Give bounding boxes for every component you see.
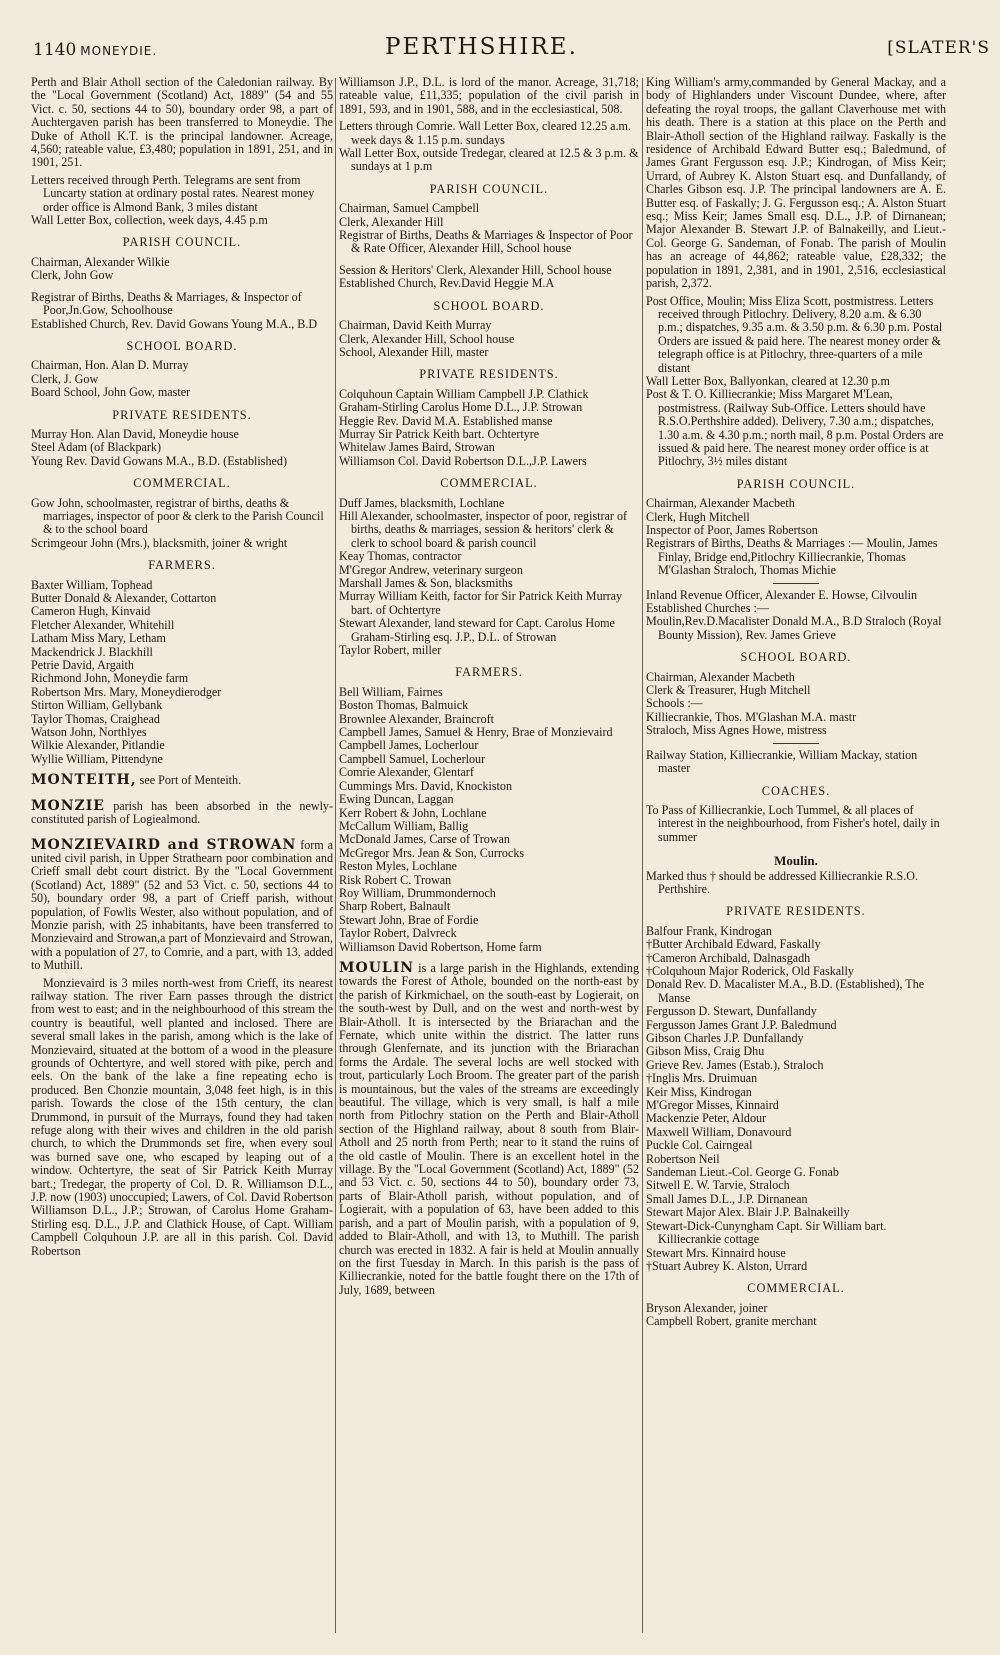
directory-entry: Stewart-Dick-Cunyngham Capt. Sir William bart. Killiecrankie cottage bbox=[646, 1218, 887, 1247]
directory-entry: To Pass of Killiecrankie, Loch Tummel, & all places of interest in the neighbourhood, from Fisher's hotel, daily in summer bbox=[646, 802, 940, 844]
directory-entry: Ewing Duncan, Laggan bbox=[339, 792, 454, 807]
directory-entry: Schools :— bbox=[646, 696, 703, 711]
directory-entry: Maxwell William, Donavourd bbox=[646, 1124, 792, 1139]
place-description: parish has been absorbed in the newly-constituted parish of Logiealmond. bbox=[31, 798, 333, 827]
directory-entry: M'Gregor Misses, Kinnaird bbox=[646, 1098, 779, 1113]
directory-entry: Established Church, Rev. David Gowans Young M.A., B.D bbox=[31, 316, 318, 331]
directory-entry: †Stuart Aubrey K. Alston, Urrard bbox=[646, 1258, 808, 1273]
directory-entry: Wall Letter Box, outside Tredegar, cleared at 12.5 & 3 p.m. & sundays at 1 p.m bbox=[339, 146, 639, 174]
directory-entry: Campbell James, Locherlour bbox=[339, 738, 479, 753]
section-heading: COMMERCIAL. bbox=[747, 1281, 845, 1296]
directory-entry: Boston Thomas, Balmuick bbox=[339, 698, 469, 713]
directory-entry: McGregor Mrs. Jean & Son, Currocks bbox=[339, 845, 525, 860]
directory-entry: Sitwell E. W. Tarvie, Straloch bbox=[646, 1178, 790, 1193]
place-entry bbox=[31, 797, 333, 827]
directory-entry: Wall Letter Box, Ballyonkan, cleared at 12.30 p.m bbox=[646, 373, 890, 388]
section-heading: SCHOOL BOARD. bbox=[126, 338, 238, 353]
section-rule bbox=[773, 743, 819, 744]
directory-entry: Keir Miss, Kindrogan bbox=[646, 1084, 752, 1099]
directory-entry: Grieve Rev. James (Estab.), Straloch bbox=[646, 1057, 824, 1072]
directory-entry: †Colquhoun Major Roderick, Old Faskally bbox=[646, 963, 854, 978]
directory-entry: Robertson Neil bbox=[646, 1151, 720, 1166]
directory-entry: Roy William, Drummondernoch bbox=[339, 885, 496, 900]
directory-entry: Mackendrick J. Blackhill bbox=[31, 644, 153, 659]
directory-entry: Reston Myles, Lochlane bbox=[339, 859, 457, 874]
directory-entry: Kerr Robert & John, Lochlane bbox=[339, 805, 487, 820]
directory-entry: Campbell Samuel, Locherlour bbox=[339, 751, 486, 766]
directory-entry: Letters through Comrie. Wall Letter Box, cleared 12.25 a.m. week days & 1.15 p.m. sundays bbox=[339, 119, 631, 147]
directory-entry: Murray Hon. Alan David, Moneydie house bbox=[31, 426, 239, 441]
directory-entry: Balfour Frank, Kindrogan bbox=[646, 923, 772, 938]
place-name: MONTEITH, bbox=[31, 772, 137, 789]
paragraph: King William's army,commanded by General Mackay, and a body of Highlanders under Viscount Dundee, where, after defeating the royal troops, the gallant Claverhouse met with his death. There is a station at this place on the Perth and Blair-Atholl section of the Highland railway. Faskally is the residence of Archibald Edward Butter esq.; Baledmund, of James Grant Fergusson esq. J.P.; Kindrogan, of Miss Keir; Urrard, of Aubrey K. Alston Stuart esq. and Dunfallandy, of Charles Gibson esq. J.P. The principal landowners are A. E. Butter esq. of Faskally; J. G. Fergusson esq.; A. Alston Stuart esq.; Miss Keir; James Small esq. D.L., J.P. of Dirnanean; Major Alexander B. Stewart J.P. of Balnakeilly, and Lieut.-Col. George G. Sandeman, of Fonab. The parish of Moulin has an acreage of 44,862; rateable value, £28,332; the population in 1891, 2,381, and in 1901, 2,516, ecclesiastical parish, 2,372. bbox=[646, 76, 946, 291]
directory-entry: Taylor Robert, miller bbox=[339, 643, 442, 658]
directory-entry: Moulin,Rev.D.Macalister Donald M.A., B.D Straloch (Royal Bounty Mission), Rev. James Grieve bbox=[646, 614, 942, 642]
section-heading: PRIVATE RESIDENTS. bbox=[419, 367, 559, 382]
place-entry bbox=[31, 836, 333, 973]
directory-entry: Clerk & Treasurer, Hugh Mitchell bbox=[646, 683, 811, 698]
column-divider bbox=[335, 78, 336, 1633]
directory-entry: Colquhoun Captain William Campbell J.P. Clathick bbox=[339, 386, 589, 401]
directory-entry: McDonald James, Carse of Trowan bbox=[339, 832, 510, 847]
directory-entry: Young Rev. David Gowans M.A., B.D. (Established) bbox=[31, 453, 287, 468]
directory-entry: Puckle Col. Cairngeal bbox=[646, 1138, 753, 1153]
directory-entry: M'Gregor Andrew, veterinary surgeon bbox=[339, 562, 523, 577]
directory-entry: Clerk, John Gow bbox=[31, 268, 114, 283]
directory-entry: McCallum William, Ballig bbox=[339, 818, 469, 833]
directory-entry: Stewart John, Brae of Fordie bbox=[339, 912, 479, 927]
place-description: is a large parish in the Highlands, extending towards the Forest of Athole, bounded on the north-east by the parish of Kirkmichael, on the south-east by Logierait, on the south-west by Dull, and on the west and north-west by Blair-Atholl. It is intersected by the Briarachan and the Fernate, which unite within the district. The latter runs through Glenfernate, and its junction with the Briarachan forms the Ardale. The several lochs are well stocked with trout, particularly Loch Broom. The greater part of the parish is mountainous, but the vales of the streams are exceedingly beautiful. The village, which is very small, is half a mile north from Pitlochry station on the Perth and Blair-Atholl section of the Highland railway, about 8 south from Blair-Atholl and 25 north from Perth; near to it stand the ruins of the old castle of Moulin. There is an excellent hotel in the village. By the "Local Government (Scotland) Act, 1889" (52 and 53 Vict. c. 50, sections 44 to 50), boundary order 73, parts of Blair-Atholl parish, without population, and of Logierait, with a population of 63, have been added to this parish, and a part of Moulin parish, with a population of 9, added to Blair-Atholl, and with 13, to Muthill. The parish church was erected in 1832. A fair is held at Moulin annually on the first Tuesday in March. In this parish is the pass of Killiecrankie, noted for the battle fought there on the 17th of July, 1689, between bbox=[339, 960, 639, 1297]
directory-entry: Donald Rev. D. Macalister M.A., B.D. (Established), The Manse bbox=[646, 977, 925, 1005]
section-rule bbox=[773, 583, 819, 584]
page-title: PERTHSHIRE. bbox=[385, 34, 578, 60]
directory-entry: Chairman, Alexander Macbeth bbox=[646, 496, 795, 511]
section-heading: SCHOOL BOARD. bbox=[433, 298, 545, 313]
directory-entry: Stewart Mrs. Kinnaird house bbox=[646, 1245, 786, 1260]
section-heading: PRIVATE RESIDENTS. bbox=[726, 904, 866, 919]
directory-entry: Cummings Mrs. David, Knockiston bbox=[339, 778, 513, 793]
directory-entry: Cameron Hugh, Kinvaid bbox=[31, 604, 151, 619]
directory-entry: Established Churches :— bbox=[646, 601, 769, 616]
column-3 bbox=[646, 76, 946, 1641]
section-heading: SCHOOL BOARD. bbox=[740, 650, 852, 665]
directory-entry: Hill Alexander, schoolmaster, inspector of poor, registrar of births, deaths & marriages, session & heritors' clerk & clerk to school board & parish council bbox=[339, 508, 628, 550]
directory-entry: Baxter William, Tophead bbox=[31, 577, 153, 592]
directory-entry: Killiecrankie, Thos. M'Glashan M.A. mastr bbox=[646, 709, 857, 724]
directory-entry: Gibson Miss, Craig Dhu bbox=[646, 1044, 765, 1059]
section-heading: COMMERCIAL. bbox=[440, 476, 538, 491]
paragraph: Williamson J.P., D.L. is lord of the manor. Acreage, 31,718; rateable value, £11,335; population of the civil parish in 1891, 593, and in 1901, 588, and in the ecclesiastical, 508. bbox=[339, 76, 639, 116]
page-header-left bbox=[33, 40, 157, 76]
directory-entry: Stirton William, Gellybank bbox=[31, 698, 163, 713]
directory-entry: Clerk, J. Gow bbox=[31, 371, 99, 386]
directory-entry: Bryson Alexander, joiner bbox=[646, 1300, 768, 1315]
place-description: see Port of Menteith. bbox=[136, 773, 242, 788]
directory-entry: Post & T. O. Killiecrankie; Miss Margaret M'Lean, postmistress. (Railway Sub-Office. Letters should have R.S.O.Perthshire added). Delivery, 7.30 a.m.; dispatches, 1.30 a.m. & 4.30 p.m.; north mail, 8 p.m. Postal Orders are issued & paid here. The nearest money order office is at Pitlochry, 3½ miles distant bbox=[646, 387, 944, 469]
directory-entry: Campbell Robert, granite merchant bbox=[646, 1314, 817, 1329]
directory-entry: Registrars of Births, Deaths & Marriages :— Moulin, James Finlay, Bridge end,Pitlochry Killiecrankie, Thomas M'Glashan Straloch, Thomas Michie bbox=[646, 536, 938, 578]
section-heading: FARMERS. bbox=[148, 558, 216, 573]
directory-entry: Clerk, Alexander Hill, School house bbox=[339, 331, 515, 346]
directory-entry: Robertson Mrs. Mary, Moneydierodger bbox=[31, 684, 222, 699]
directory-entry: Registrar of Births, Deaths & Marriages, & Inspector of Poor,Jn.Gow, Schoolhouse bbox=[31, 289, 302, 318]
directory-entry: Wall Letter Box, collection, week days, 4.45 p.m bbox=[31, 213, 268, 228]
directory-entry: Stewart Major Alex. Blair J.P. Balnakeilly bbox=[646, 1205, 850, 1220]
directory-entry: Clerk, Hugh Mitchell bbox=[646, 509, 750, 524]
directory-entry: Chairman, Samuel Campbell bbox=[339, 201, 480, 216]
directory-entry: Richmond John, Moneydie farm bbox=[31, 671, 189, 686]
directory-entry: Fergusson D. Stewart, Dunfallandy bbox=[646, 1004, 817, 1019]
place-heading: Moulin. bbox=[774, 853, 818, 869]
directory-entry: Comrie Alexander, Glentarf bbox=[339, 765, 474, 780]
directory-entry: Latham Miss Mary, Letham bbox=[31, 631, 166, 646]
directory-entry: †Butter Archibald Edward, Faskally bbox=[646, 937, 821, 952]
directory-entry: Sharp Robert, Balnault bbox=[339, 899, 451, 914]
column-1 bbox=[31, 76, 333, 1641]
directory-entry: Taylor Robert, Dalvreck bbox=[339, 926, 457, 941]
directory-entry: School, Alexander Hill, master bbox=[339, 344, 489, 359]
section-heading: PARISH COUNCIL. bbox=[736, 476, 856, 491]
section-heading: FARMERS. bbox=[455, 665, 523, 680]
directory-entry: Wyllie William, Pittendyne bbox=[31, 751, 163, 766]
directory-entry: Risk Robert C. Trowan bbox=[339, 872, 452, 887]
directory-entry: Heggie Rev. David M.A. Established manse bbox=[339, 413, 553, 428]
section-heading: COACHES. bbox=[761, 783, 831, 798]
directory-entry: Murray Sir Patrick Keith bart. Ochtertyre bbox=[339, 426, 540, 441]
paragraph: Monzievaird is 3 miles north-west from Crieff, its nearest railway station. The river Earn passes through the district from west to east; and in the neighbourhood of this stream the country is beautiful, well planted and inclosed. There are several small lakes in the parish, among which is the lake of Monzievaird, situated at the bottom of a wood in the pleasure grounds of Ochtertyre, and well stored with pike, perch and eels. On the bank of the lake a fine repeating echo is produced. Ben Chonzie mountain, 3,048 feet high, is in this parish. Towards the close of the 15th century, the clan Drummond, in pursuit of the Murrays, found they had taken refuge along with their wives and children in the old parish church, to which the Drummonds set fire, when every soul was burned save one, who escaped by leaping out of a window. Ochtertyre, the seat of Sir Patrick Keith Murray bart.; Tredegar, the property of Col. D. R. Williamson D.L., J.P. now (1903) unoccupied; Lawers, of Col. David Robertson Williamson D.L., J.P.; Strowan, of Carolus Home Graham-Stirling esq. D.L., J.P. and Clathick House, of Capt. William Campbell Colquhoun J.P. are all in this parish. Col. David Robertson bbox=[31, 975, 333, 1258]
section-heading: COMMERCIAL. bbox=[133, 476, 231, 491]
directory-entry: Letters received through Perth. Telegrams are sent from Luncarty station at ordinary postal rates. Nearest money order office is Almond Bank, 3 miles distant bbox=[31, 172, 315, 214]
directory-entry: Session & Heritors' Clerk, Alexander Hill, School house bbox=[339, 262, 612, 277]
directory-entry: Small James D.L., J.P. Dirnanean bbox=[646, 1191, 808, 1206]
directory-entry: Butter Donald & Alexander, Cottarton bbox=[31, 591, 217, 605]
directory-entry: Williamson David Robertson, Home farm bbox=[339, 939, 542, 954]
section-heading: PARISH COUNCIL. bbox=[122, 235, 242, 250]
section-heading: PARISH COUNCIL. bbox=[429, 181, 549, 196]
directory-entry: Straloch, Miss Agnes Howe, mistress bbox=[646, 723, 827, 738]
directory-entry: Inland Revenue Officer, Alexander E. Howse, Cilvoulin bbox=[646, 587, 917, 602]
directory-entry: Gibson Charles J.P. Dunfallandy bbox=[646, 1031, 804, 1045]
place-description: form a united civil parish, in Upper Strathearn poor combination and Crieff small debt court district. By the "Local Government (Scotland) Act, 1889" (52 and 53 Vict. c. 50, sections 44 to 50), boundary order 98, a part of Crieff parish, without population, of Fowlis Wester, also without population, and of Monzie parish, with 25 inhabitants, have been transferred to Monzievaird and Strowan,a part of Monzievaird and Strowan, with a population of 27, to Comrie, and a part, with 13, added to Muthill. bbox=[31, 837, 333, 973]
running-head-place: MONEYDIE. bbox=[80, 44, 158, 58]
column-2 bbox=[339, 76, 639, 1641]
directory-entry: Marshall James & Son, blacksmiths bbox=[339, 576, 513, 590]
directory-entry: Brownlee Alexander, Braincroft bbox=[339, 711, 494, 726]
directory-entry: Williamson Col. David Robertson D.L.,J.P. Lawers bbox=[339, 453, 587, 468]
directory-entry: Chairman, Alexander Macbeth bbox=[646, 669, 795, 684]
directory-entry: Inspector of Poor, James Robertson bbox=[646, 523, 818, 537]
directory-entry: Stewart Alexander, land steward for Capt. Carolus Home Graham-Stirling esq. J.P., D.L. of Strowan bbox=[339, 616, 615, 644]
directory-entry: Railway Station, Killiecrankie, William Mackay, station master bbox=[646, 747, 918, 776]
directory-entry: Registrar of Births, Deaths & Marriages & Inspector of Poor & Rate Officer, Alexander Hill, School house bbox=[339, 228, 633, 256]
directory-entry: Fletcher Alexander, Whitehill bbox=[31, 617, 175, 632]
place-entry bbox=[339, 959, 639, 1297]
directory-entry: Graham-Stirling Carolus Home D.L., J.P. Strowan bbox=[339, 400, 583, 415]
column-divider bbox=[642, 78, 643, 1633]
directory-entry: Duff James, blacksmith, Lochlane bbox=[339, 495, 505, 510]
directory-entry: Sandeman Lieut.-Col. George G. Fonab bbox=[646, 1165, 839, 1180]
page-number: 1140 bbox=[33, 40, 77, 60]
directory-entry: Wilkie Alexander, Pitlandie bbox=[31, 738, 165, 753]
paragraph: Perth and Blair Atholl section of the Caledonian railway. By the "Local Government (Scotland) Act, 1889" (54 and 55 Vict. c. 50, sections 44 to 50), boundary order 98, a part of Auchtergaven parish has been transferred to Moneydie. The Duke of Atholl K.T. is the principal landowner. Acreage, 4,560; rateable value, £3,480; population in 1891, 251, and in 1901, 251. bbox=[31, 76, 333, 170]
directory-entry: Board School, John Gow, master bbox=[31, 385, 191, 400]
directory-entry: Marked thus † should be addressed Killiecrankie R.S.O. Perthshire. bbox=[646, 868, 919, 896]
directory-entry: †Cameron Archibald, Dalnasgadh bbox=[646, 950, 811, 965]
directory-entry: Whitelaw James Baird, Strowan bbox=[339, 440, 495, 455]
directory-entry: Post Office, Moulin; Miss Eliza Scott, postmistress. Letters received through Pitlochry. Delivery, 8.20 a.m. & 6.30 p.m.; dispatches, 9.35 a.m. & 3.50 p.m. & 6.30 p.m. Postal Orders are issued & paid here. The nearest money order & telegraph office is at Pitlochry, three-quarters of a mile distant bbox=[646, 293, 943, 375]
directory-entry: Taylor Thomas, Craighead bbox=[31, 711, 160, 726]
directory-entry: Clerk, Alexander Hill bbox=[339, 214, 444, 229]
directory-entry: Steel Adam (of Blackpark) bbox=[31, 440, 161, 455]
directory-entry: Watson John, Northlyes bbox=[31, 725, 147, 740]
section-heading: PRIVATE RESIDENTS. bbox=[112, 407, 252, 422]
directory-entry: Scrimgeour John (Mrs.), blacksmith, joiner & wright bbox=[31, 535, 288, 550]
directory-entry: Murray William Keith, factor for Sir Patrick Keith Murray bart. of Ochtertyre bbox=[339, 589, 623, 617]
place-entry bbox=[31, 774, 333, 787]
directory-entry: Chairman, Hon. Alan D. Murray bbox=[31, 358, 189, 373]
directory-entry: †Inglis Mrs. Druimuan bbox=[646, 1071, 758, 1086]
directory-entry: Mackenzie Peter, Aldour bbox=[646, 1111, 767, 1126]
directory-entry: Chairman, Alexander Wilkie bbox=[31, 254, 170, 269]
directory-entry: Campbell James, Samuel & Henry, Brae of Monzievaird bbox=[339, 725, 613, 740]
directory-entry: Keay Thomas, contractor bbox=[339, 549, 462, 564]
directory-entry: Gow John, schoolmaster, registrar of births, deaths & marriages, inspector of poor & clerk to the Parish Council & to the school board bbox=[31, 495, 324, 537]
directory-entry: Petrie David, Argaith bbox=[31, 658, 134, 673]
place-name: MONZIE bbox=[31, 797, 105, 814]
directory-entry: Established Church, Rev.David Heggie M.A bbox=[339, 276, 555, 291]
directory-entry: Chairman, David Keith Murray bbox=[339, 318, 492, 333]
directory-entry: Fergusson James Grant J.P. Baledmund bbox=[646, 1017, 837, 1032]
publisher-mark: [SLATER'S bbox=[887, 38, 990, 58]
directory-entry: Bell William, Fairnes bbox=[339, 684, 443, 699]
place-name: MONZIEVAIRD and STROWAN bbox=[31, 836, 297, 853]
place-name: MOULIN bbox=[339, 959, 415, 976]
